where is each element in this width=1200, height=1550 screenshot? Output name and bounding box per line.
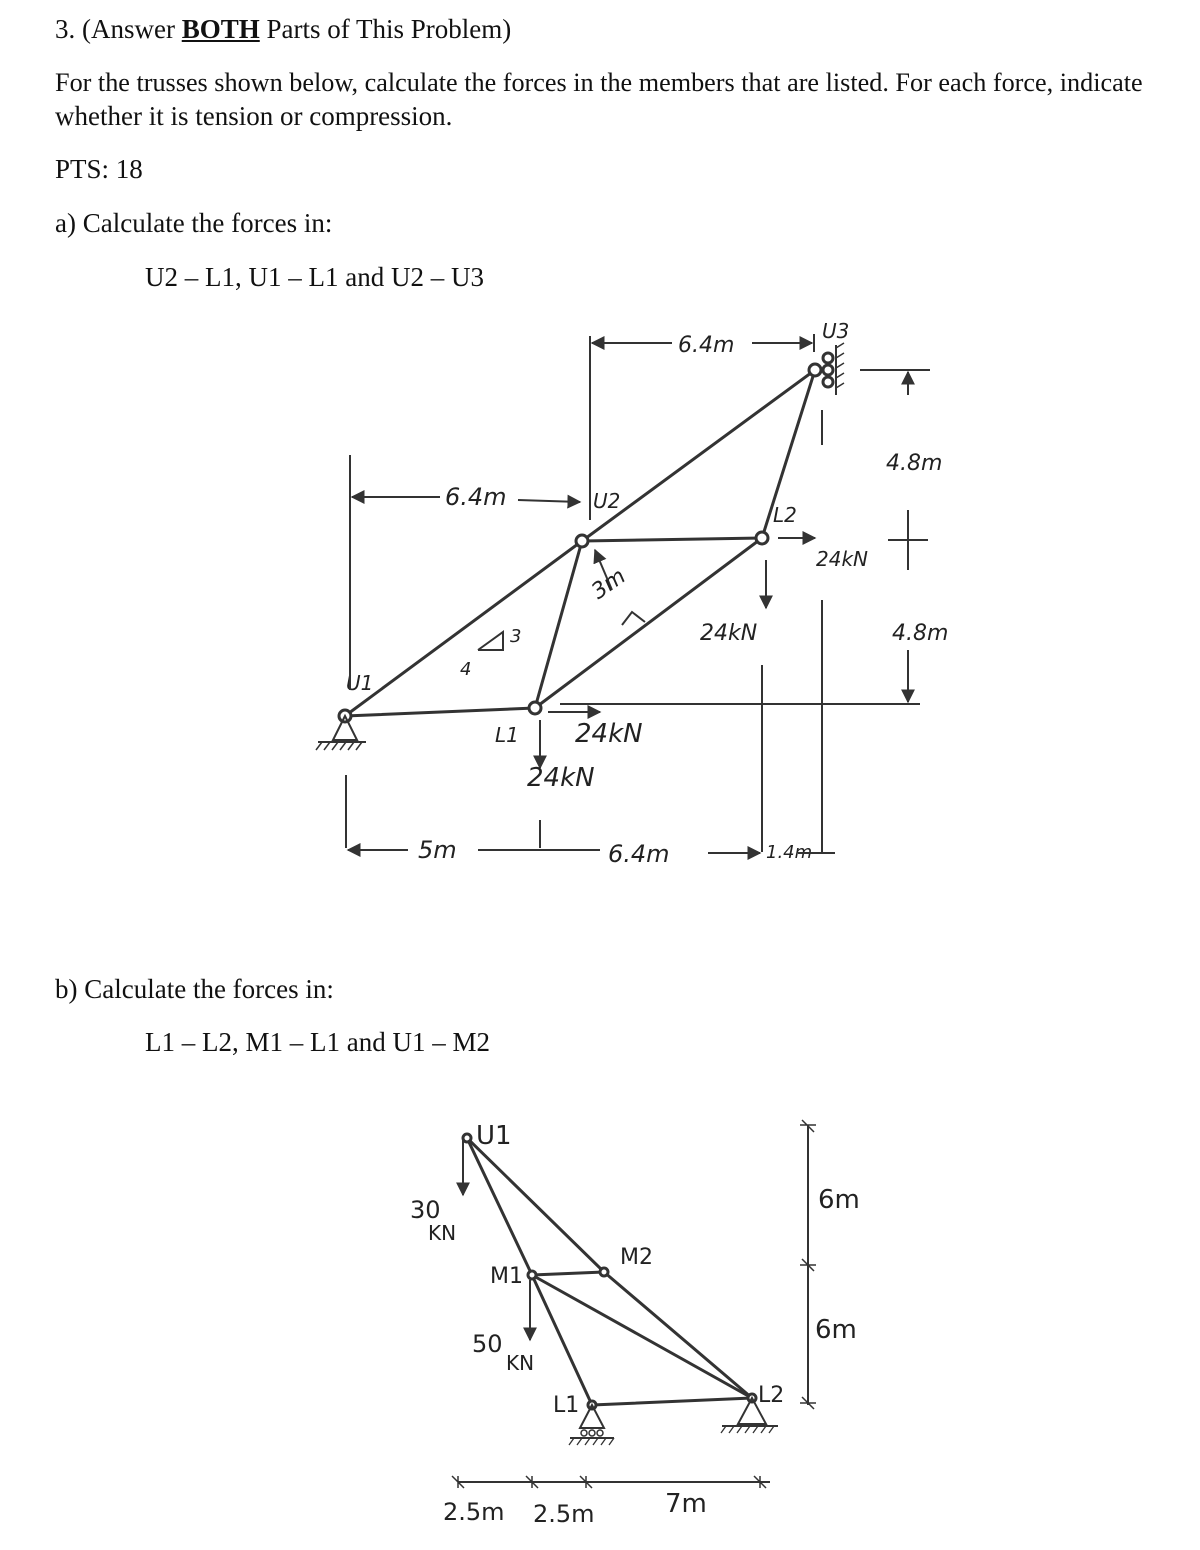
member-u1-m2 [467, 1138, 604, 1272]
dim-bottom-left: 5m [418, 836, 457, 864]
slope-run: 4 [460, 659, 472, 680]
slope-rise: 3 [510, 626, 522, 647]
load-m1-unit: KN [506, 1351, 535, 1375]
dim-top-span: 6.4m [678, 333, 735, 358]
member-m1-l2 [532, 1275, 752, 1398]
load-u1-unit: KN [428, 1221, 457, 1245]
dim-b-bottom-1: 2.5m [443, 1498, 505, 1526]
node-b-m2 [600, 1268, 608, 1276]
label-l2: L2 [773, 503, 797, 527]
part-a-prompt: a) Calculate the forces in: [55, 208, 333, 238]
node-b-m1 [528, 1271, 536, 1279]
load-u1-value: 30 [410, 1196, 441, 1224]
label-b-l1: L1 [553, 1393, 580, 1418]
dim-height-upper: 4.8m [886, 451, 943, 476]
label-b-u1: U1 [476, 1121, 512, 1151]
heading-prefix: 3. (Answer [55, 14, 182, 44]
instructions-line-2: whether it is tension or compression. [55, 101, 453, 131]
dim-bottom-mid: 6.4m [608, 840, 670, 868]
label-b-l2: L2 [758, 1383, 785, 1408]
dim-b-bottom-3: 7m [665, 1489, 707, 1519]
label-u1: U1 [346, 671, 374, 695]
dim-b-height-upper: 6m [818, 1185, 860, 1215]
member-m1-l1 [532, 1275, 592, 1405]
heading-emphasis: BOTH [181, 14, 260, 44]
load-m1-value: 50 [472, 1330, 503, 1358]
load-l1-horizontal: 24kN [575, 719, 643, 749]
dim-b-bottom-2: 2.5m [533, 1500, 595, 1528]
load-l2-vertical: 24kN [700, 621, 758, 646]
member-m2-l2 [604, 1272, 752, 1398]
dim-b-height-lower: 6m [815, 1315, 857, 1345]
dim-bottom-right: 1.4m [766, 842, 813, 863]
part-b-members: L1 – L2, M1 – L1 and U1 – M2 [145, 1027, 490, 1057]
instructions-line-1: For the trusses shown below, calculate the forces in the members that are listed. For each force, indicate [55, 68, 1143, 97]
node-b-u1 [463, 1134, 471, 1142]
part-b-prompt: b) Calculate the forces in: [55, 974, 334, 1004]
member-m1-m2 [532, 1272, 604, 1275]
load-l1-vertical: 24kN [527, 763, 595, 793]
label-u3: U3 [822, 319, 850, 343]
load-l2-horizontal: 24kN [816, 547, 868, 571]
member-u1-m1 [467, 1138, 532, 1275]
label-l1: L1 [495, 723, 519, 747]
dim-perp: 3m [587, 563, 631, 605]
dim-height-lower: 4.8m [892, 621, 949, 646]
label-b-m2: M2 [620, 1245, 653, 1270]
member-l1-l2 [592, 1398, 752, 1405]
points: PTS: 18 [55, 154, 143, 184]
heading-suffix: Parts of This Problem) [259, 14, 512, 44]
dim-left-span: 6.4m [445, 483, 507, 511]
label-b-m1: M1 [490, 1264, 523, 1289]
label-u2: U2 [593, 489, 621, 513]
part-a-members: U2 – L1, U1 – L1 and U2 – U3 [145, 262, 484, 292]
